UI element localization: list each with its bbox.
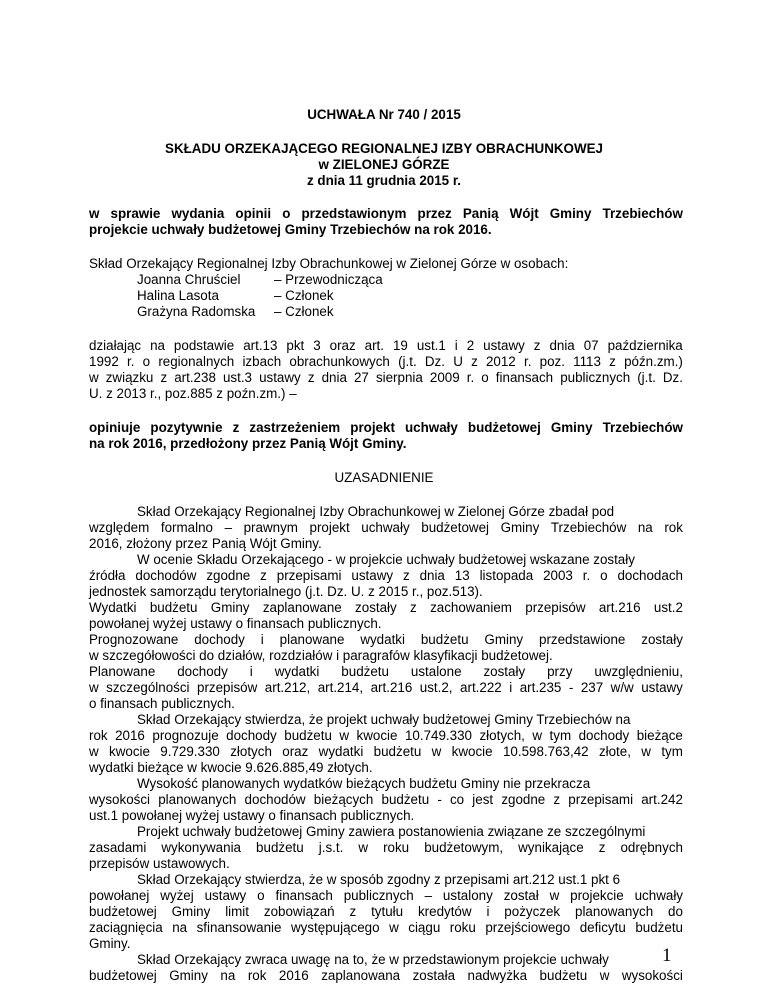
- justification-line: przepisów ustawowych.: [89, 856, 230, 871]
- word: opinii: [235, 206, 272, 221]
- word: ust.1: [416, 338, 446, 353]
- justification-line: Wysokość planowanych wydatków bieżących budżetu Gminy nie przekracza: [137, 776, 591, 791]
- word: budżetu: [381, 792, 430, 807]
- word: dochody: [226, 728, 277, 743]
- justification-line: [89, 904, 683, 920]
- word: listopada: [479, 568, 534, 583]
- justification-line: [89, 600, 683, 616]
- word: budżetu: [284, 728, 332, 743]
- word: planowane: [279, 632, 345, 647]
- word: źródła: [89, 568, 126, 583]
- word: art.222: [460, 680, 502, 695]
- word: dochodów: [244, 792, 306, 807]
- justification-line: wydatki bieżące w kwocie 9.626.885,49 złotych.: [89, 760, 373, 775]
- subject-line1: [89, 206, 683, 222]
- word: izbach: [242, 354, 282, 369]
- word: Gminy: [549, 206, 592, 221]
- word: sierpnia: [375, 370, 423, 385]
- word: r.: [127, 354, 135, 369]
- word: uchwały: [404, 420, 458, 435]
- word: r.: [466, 370, 475, 385]
- word: z: [160, 370, 168, 385]
- word: nadwyżka: [467, 968, 528, 983]
- word: rok: [664, 520, 683, 535]
- word: 9.729.330: [160, 744, 220, 759]
- word: finansach: [275, 888, 333, 903]
- word: wysokości: [89, 792, 151, 807]
- word: budżetu: [539, 968, 588, 983]
- word: Trzebiechów: [602, 206, 683, 221]
- word: budżetowej: [421, 520, 489, 535]
- word: ustalony: [442, 888, 493, 903]
- word: została: [412, 968, 456, 983]
- word: względem: [89, 520, 150, 535]
- word: wynikające: [518, 840, 584, 855]
- word: 19: [392, 338, 408, 353]
- word: ustalone: [410, 664, 462, 679]
- subject-line2: projekcie uchwały budżetowej Gminy Trzebiechów na rok 2016.: [89, 222, 492, 237]
- word: 2009: [429, 370, 460, 385]
- word: z: [533, 338, 541, 353]
- member-name: Grażyna Radomska: [137, 304, 256, 319]
- word: Gminy: [484, 632, 524, 647]
- word: Gminy: [500, 520, 540, 535]
- word: roku: [383, 840, 410, 855]
- word: art.: [364, 338, 384, 353]
- word: na: [150, 338, 165, 353]
- word: dochodach: [617, 568, 683, 583]
- word: opiniuje: [89, 420, 141, 435]
- word: wykonywania: [161, 840, 241, 855]
- word: został: [503, 888, 539, 903]
- word: 2016: [278, 968, 309, 983]
- word: uwzględnieniu,: [594, 664, 683, 679]
- word: Trzebiechów: [602, 420, 683, 435]
- word: zaciągnięcia: [89, 920, 163, 935]
- legal-basis-line4: U. z 2013 r., poz.885 z poźn.zm.) –: [89, 386, 297, 401]
- justification-line: [89, 728, 683, 744]
- word: Prognozowane: [89, 632, 179, 647]
- justification-line: [89, 744, 683, 760]
- word: budżetu: [149, 600, 198, 615]
- word: z: [232, 420, 240, 435]
- word: planowanych: [575, 904, 654, 919]
- word: zgodne: [206, 568, 251, 583]
- word: odrębnych: [620, 840, 683, 855]
- word: kwocie: [356, 728, 398, 743]
- word: oraz: [329, 338, 356, 353]
- word: sprawie: [110, 206, 161, 221]
- word: budżetu: [635, 920, 683, 935]
- word: ust.3: [222, 370, 252, 385]
- word: pożyczek: [504, 904, 561, 919]
- word: Dz.: [662, 370, 683, 385]
- word: w: [599, 968, 610, 983]
- word: projekt: [350, 420, 395, 435]
- justification-line: o finansach publicznych.: [89, 696, 235, 711]
- word: tytułu: [371, 904, 404, 919]
- word: o: [142, 354, 151, 369]
- word: 27: [353, 370, 369, 385]
- word: formalno: [160, 520, 213, 535]
- word: przy: [547, 664, 573, 679]
- word: tym: [549, 728, 572, 743]
- word: w: [339, 728, 350, 743]
- word: budżetu: [420, 632, 469, 647]
- word: art.242: [641, 792, 683, 807]
- word: ustawy: [259, 370, 301, 385]
- word: art.212,: [264, 680, 311, 695]
- word: U: [453, 354, 463, 369]
- word: z: [307, 370, 315, 385]
- word: szczególności: [106, 680, 190, 695]
- word: dnia: [419, 568, 445, 583]
- justification-line: [89, 632, 683, 648]
- justification-line: [89, 920, 683, 936]
- word: Wydatki: [89, 600, 137, 615]
- word: roku: [449, 920, 476, 935]
- word: wydatki: [274, 664, 320, 679]
- justification-line: [89, 792, 683, 808]
- word: do: [668, 904, 683, 919]
- word: 1113: [573, 354, 601, 369]
- word: obrachunkowych: [289, 354, 390, 369]
- word: -: [437, 792, 442, 807]
- word: limit: [225, 904, 250, 919]
- word: bieżące: [636, 728, 683, 743]
- word: uchwały: [634, 888, 683, 903]
- word: w/w: [610, 680, 634, 695]
- word: publicznych: [560, 370, 631, 385]
- justification-line: Projekt uchwały budżetowej Gminy zawiera postanowienia związane ze szczególnymi: [137, 824, 646, 839]
- word: publicznych: [343, 888, 414, 903]
- word: przedstawione: [539, 632, 626, 647]
- word: planowanych: [158, 792, 237, 807]
- issuing-body-line2: w ZIELONEJ GÓRZE: [318, 157, 450, 172]
- word: pkt: [286, 338, 305, 353]
- word: przedstawionym: [301, 206, 407, 221]
- word: w: [89, 370, 99, 385]
- word: października: [607, 338, 683, 353]
- word: zasadami: [89, 840, 147, 855]
- word: ust.2,: [419, 680, 453, 695]
- word: ustawy: [483, 338, 525, 353]
- justification-line: Skład Orzekający stwierdza, że w sposób zgodny z przepisami art.212 ust.1 pkt 6: [137, 872, 621, 887]
- word: na: [637, 520, 653, 535]
- word: kwocie: [451, 744, 493, 759]
- word: zachowaniem: [430, 600, 512, 615]
- word: bieżących: [313, 792, 374, 807]
- word: w: [89, 744, 99, 759]
- justification-line: [89, 664, 683, 680]
- legal-basis-line1: [89, 338, 683, 354]
- word: z: [260, 568, 267, 583]
- word: kwocie: [109, 744, 150, 759]
- word: budżetowym,: [424, 840, 504, 855]
- member-name: Joanna Chruściel: [137, 272, 241, 287]
- word: powołanej: [89, 888, 150, 903]
- word: art.216: [598, 600, 641, 615]
- word: sfinansowanie: [196, 920, 282, 935]
- word: Dz.: [424, 354, 445, 369]
- word: prognozuje: [152, 728, 219, 743]
- word: art.216: [370, 680, 413, 695]
- word: złote,: [598, 744, 631, 759]
- word: r.: [582, 568, 591, 583]
- word: zostały: [641, 632, 683, 647]
- word: w: [389, 920, 399, 935]
- word: Gminy: [171, 904, 211, 919]
- word: z: [598, 840, 606, 855]
- word: działając: [89, 338, 142, 353]
- word: 10.598.763,42: [502, 744, 589, 759]
- word: Gminy: [169, 968, 208, 983]
- word: w: [532, 728, 543, 743]
- justification-line: w szczegółowości do działów, rozdziałów i paragrafów klasyfikacji budżetowej.: [89, 648, 553, 663]
- word: budżetowej: [467, 420, 541, 435]
- resolution-date: z dnia 11 grudnia 2015 r.: [306, 173, 462, 188]
- word: o: [282, 206, 291, 221]
- word: Wójt: [509, 206, 539, 221]
- word: zostały: [483, 664, 526, 679]
- word: dochody: [177, 664, 228, 679]
- word: projekt: [309, 520, 350, 535]
- word: regionalnych: [158, 354, 235, 369]
- word: zostały: [355, 600, 397, 615]
- word: 13: [454, 568, 470, 583]
- word: art.13: [243, 338, 278, 353]
- word: o: [481, 370, 489, 385]
- word: wydatki: [360, 632, 405, 647]
- word: 07: [583, 338, 599, 353]
- word: i: [454, 338, 458, 353]
- justification-line: Skład Orzekający zwraca uwagę na to, że w przedstawionym projekcie uchwały: [137, 952, 609, 967]
- word: co: [449, 792, 465, 807]
- word: wyżej: [160, 888, 194, 903]
- word: uchwały: [361, 520, 410, 535]
- word: na: [220, 968, 236, 983]
- word: z: [471, 354, 478, 369]
- word: –: [424, 888, 433, 903]
- word: Trzebiechów: [550, 520, 627, 535]
- word: Panią: [462, 206, 499, 221]
- word: 2012: [485, 354, 516, 369]
- word: Planowane: [89, 664, 156, 679]
- word: przepisów: [525, 600, 586, 615]
- justification-line: [89, 568, 683, 584]
- justification-line: jednostek samorządu terytorialnego (j.t. Dz. U. z 2015 r., poz.513).: [89, 584, 483, 599]
- word: związku: [105, 370, 154, 385]
- word: art.238: [174, 370, 216, 385]
- justification-line: [89, 968, 683, 984]
- legal-basis-line2: [89, 354, 683, 370]
- word: 237: [580, 680, 604, 695]
- word: (j.t.: [398, 354, 417, 369]
- justification-line: [89, 680, 683, 696]
- word: 2003: [543, 568, 573, 583]
- word: zaplanowane: [262, 600, 342, 615]
- word: przez: [417, 206, 452, 221]
- word: w: [89, 206, 100, 221]
- word: dochody: [578, 728, 630, 743]
- page-number: 1: [662, 945, 672, 966]
- word: z: [553, 792, 561, 807]
- justification-line: [137, 504, 683, 520]
- word: –: [224, 520, 233, 535]
- word: budżetu: [341, 664, 389, 679]
- member-name: Halina Lasota: [137, 288, 219, 303]
- justification-line: powołanej wyżej ustawy o finansach publicznych.: [89, 616, 382, 631]
- word: 2: [466, 338, 475, 353]
- word: rok: [247, 968, 267, 983]
- justification-title: UZASADNIENIE: [334, 470, 434, 485]
- word: zastrzeżeniem: [249, 420, 341, 435]
- word: dochodów: [135, 568, 197, 583]
- word: o: [600, 568, 608, 583]
- word: wydania: [171, 206, 225, 221]
- word: 1992: [89, 354, 119, 369]
- word: w: [431, 744, 442, 759]
- word: finansach: [495, 370, 554, 385]
- text: Skład Orzekający Regionalnej Izby Obrachunkowej w Zielonej Górze zbadał pod: [137, 504, 615, 519]
- member-role: – Członek: [274, 304, 334, 319]
- word: 2016: [115, 728, 145, 743]
- word: wydatki: [318, 744, 364, 759]
- word: późn.zm.): [624, 354, 683, 369]
- word: (j.t.: [637, 370, 656, 385]
- resolution-line2: na rok 2016, przedłożony przez Panią Wójt Gminy.: [89, 436, 407, 451]
- word: prawnym: [243, 520, 298, 535]
- word: przepisami: [568, 792, 634, 807]
- word: w: [641, 744, 651, 759]
- word: pozytywnie: [150, 420, 223, 435]
- word: Gminy: [210, 600, 250, 615]
- justification-line: W ocenie Składu Orzekającego - w projekcie uchwały budżetowej wskazane zostały: [137, 552, 635, 567]
- word: i: [486, 904, 490, 919]
- word: poz.: [539, 354, 565, 369]
- word: oraz: [282, 744, 309, 759]
- justification-line: ust.1 powołanej wyżej ustawy o finansach publicznych.: [89, 808, 415, 823]
- word: dnia: [549, 338, 575, 353]
- word: na: [172, 920, 188, 935]
- word: w: [549, 888, 560, 903]
- word: rok: [89, 728, 108, 743]
- word: 10.749.330: [404, 728, 472, 743]
- word: i: [509, 680, 513, 695]
- word: kredytów: [417, 904, 472, 919]
- word: wysokości: [621, 968, 683, 983]
- word: przepisami: [276, 568, 342, 583]
- composition-intro: Skład Orzekający Regionalnej Izby Obrachunkowej w Zielonej Górze w osobach:: [89, 256, 569, 271]
- legal-basis-line3: [89, 370, 683, 386]
- word: ciągu: [408, 920, 441, 935]
- word: budżetu: [256, 840, 304, 855]
- word: i: [249, 664, 253, 679]
- word: projekcie: [570, 888, 624, 903]
- justification-line: Gminy.: [89, 936, 131, 951]
- word: z: [609, 354, 616, 369]
- word: zobowiązań: [263, 904, 335, 919]
- word: art.214,: [317, 680, 364, 695]
- word: złotych: [230, 744, 272, 759]
- word: dochody: [194, 632, 245, 647]
- justification-line: Skład Orzekający stwierdza, że projekt uchwały budżetowej Gminy Trzebiechów na: [137, 712, 631, 727]
- word: złotych,: [479, 728, 525, 743]
- word: w: [89, 680, 99, 695]
- word: ustawy: [204, 888, 247, 903]
- issuing-body-line1: SKŁADU ORZEKAJĄCEGO REGIONALNEJ IZBY OBRACHUNKOWEJ: [165, 141, 603, 156]
- word: j.s.t.: [318, 840, 344, 855]
- word: i: [260, 632, 264, 647]
- word: 3: [313, 338, 321, 353]
- word: budżetowej: [89, 968, 157, 983]
- justification-line: [89, 520, 683, 536]
- word: z: [402, 568, 410, 583]
- justification-line: [89, 888, 683, 904]
- word: budżetu: [373, 744, 422, 759]
- word: -: [568, 680, 574, 695]
- word: tym: [661, 744, 683, 759]
- word: ust.2: [653, 600, 683, 615]
- member-role: – Członek: [274, 288, 334, 303]
- word: przepisów: [197, 680, 258, 695]
- word: zaplanowana: [321, 968, 401, 983]
- word: r.: [523, 354, 532, 369]
- resolution-title: UCHWAŁA Nr 740 / 2015: [307, 107, 461, 122]
- word: o: [257, 888, 265, 903]
- word: ustawy: [351, 568, 394, 583]
- word: ustawy: [641, 680, 683, 695]
- resolution-line1: [89, 420, 683, 436]
- word: Gminy: [550, 420, 593, 435]
- word: z: [410, 600, 417, 615]
- word: art.235: [519, 680, 562, 695]
- word: występującego: [290, 920, 380, 935]
- word: przejściowego: [485, 920, 571, 935]
- word: zgodne: [501, 792, 546, 807]
- word: budżetowej: [89, 904, 157, 919]
- word: dnia: [321, 370, 347, 385]
- justification-line: 2016, złożony przez Panią Wójt Gminy.: [89, 536, 322, 551]
- word: podstawie: [173, 338, 235, 353]
- word: w: [358, 840, 369, 855]
- word: deficytu: [579, 920, 626, 935]
- word: z: [349, 904, 357, 919]
- justification-line: [89, 840, 683, 856]
- member-role: – Przewodnicząca: [274, 272, 383, 287]
- word: jest: [472, 792, 494, 807]
